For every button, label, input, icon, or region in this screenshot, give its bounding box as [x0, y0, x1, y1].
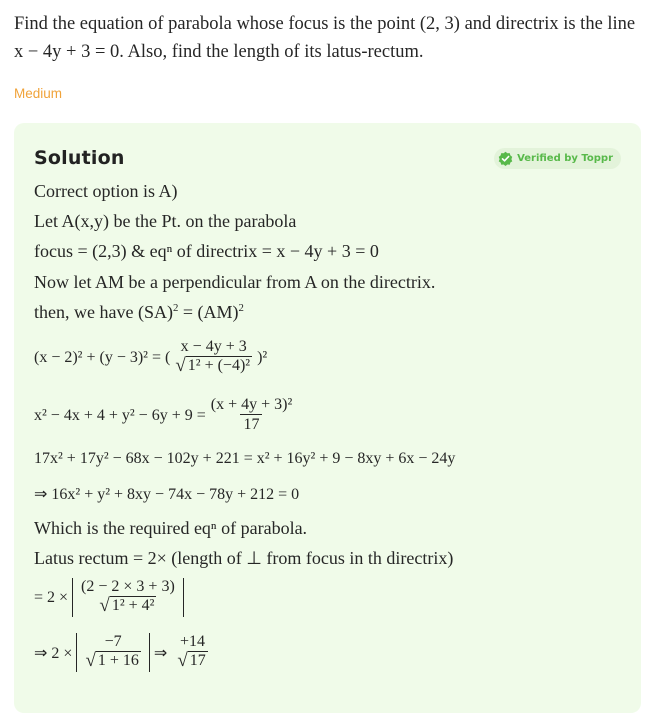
- solution-line-11: Latus rectum = 2× (length of ⊥ from focus in th directrix): [34, 548, 454, 568]
- eq6-fraction: [172, 338, 255, 377]
- eq6-numerator: x − 4y + 3: [180, 338, 247, 355]
- verified-badge: [494, 148, 621, 169]
- eq12-numerator: (2 − 2 × 3 + 3): [81, 578, 175, 595]
- equation-6: [34, 338, 267, 377]
- eq7-lhs: x² − 4x + 4 + y² − 6y + 9 =: [34, 406, 206, 424]
- solution-line-10: Which is the required eqⁿ of parabola.: [34, 518, 308, 538]
- question-line-2: x − 4y + 3 = 0. Also, find the length of its latus-rectum.: [14, 42, 424, 62]
- eq12-denominator: 1² + 4²: [111, 597, 155, 614]
- eq12-fraction: [78, 578, 178, 617]
- question-line-1: Find the equation of parabola whose focus is the point (2, 3) and directrix is the line: [14, 14, 636, 34]
- question-text: [14, 10, 644, 66]
- eq6-denominator: 1² + (−4)²: [187, 357, 251, 374]
- verified-badge-label: Verified by Toppr: [517, 153, 613, 164]
- solution-line-3: focus = (2,3) & eqⁿ of directrix = x − 4y + 3 = 0: [34, 241, 379, 261]
- equation-13: [34, 633, 213, 672]
- verified-check-icon: [498, 151, 513, 166]
- eq13-denominator-2: 17: [189, 652, 206, 669]
- eq7-denominator: 17: [240, 414, 262, 435]
- eq13-denominator-1: 1 + 16: [97, 652, 139, 669]
- eq13-lhs: ⇒ 2 ×: [34, 644, 73, 662]
- sqrt-icon: √: [99, 595, 110, 616]
- solution-title: Solution: [34, 147, 125, 169]
- sqrt-icon: √: [175, 355, 186, 376]
- sqrt-icon: √: [177, 650, 188, 671]
- eq13-numerator-2: +14: [180, 633, 206, 650]
- eq13-fraction-1: [82, 633, 143, 672]
- sqrt-icon: √: [85, 650, 96, 671]
- eq6-rhs: )²: [257, 348, 268, 366]
- solution-line-1: Correct option is A): [34, 181, 178, 201]
- solution-line-5: then, we have (SA)$^2$ = (AM)$^2$: [34, 302, 244, 322]
- eq7-fraction: [208, 396, 296, 435]
- eq13-numerator-1: −7: [104, 633, 122, 650]
- eq7-numerator: (x + 4y + 3)²: [210, 396, 293, 413]
- equation-12: [34, 578, 188, 617]
- difficulty-label: Medium: [14, 86, 63, 101]
- eq13-arrow: ⇒: [153, 644, 168, 662]
- eq13-abs: [76, 633, 149, 672]
- eq6-lhs: (x − 2)² + (y − 3)² = (: [34, 348, 171, 366]
- solution-card: [14, 123, 641, 713]
- solution-line-2: Let A(x,y) be the Pt. on the parabola: [34, 211, 297, 231]
- solution-line-4: Now let AM be a perpendicular from A on the directrix.: [34, 272, 436, 292]
- eq13-fraction-2: [174, 633, 210, 672]
- equation-7: [34, 396, 297, 435]
- solution-line-8: 17x² + 17y² − 68x − 102y + 221 = x² + 16y² + 9 − 8xy + 6x − 24y: [34, 450, 456, 467]
- eq12-lhs: = 2 ×: [34, 588, 69, 606]
- eq12-abs: [72, 578, 184, 617]
- solution-line-9: ⇒ 16x² + y² + 8xy − 74x − 78y + 212 = 0: [34, 486, 300, 503]
